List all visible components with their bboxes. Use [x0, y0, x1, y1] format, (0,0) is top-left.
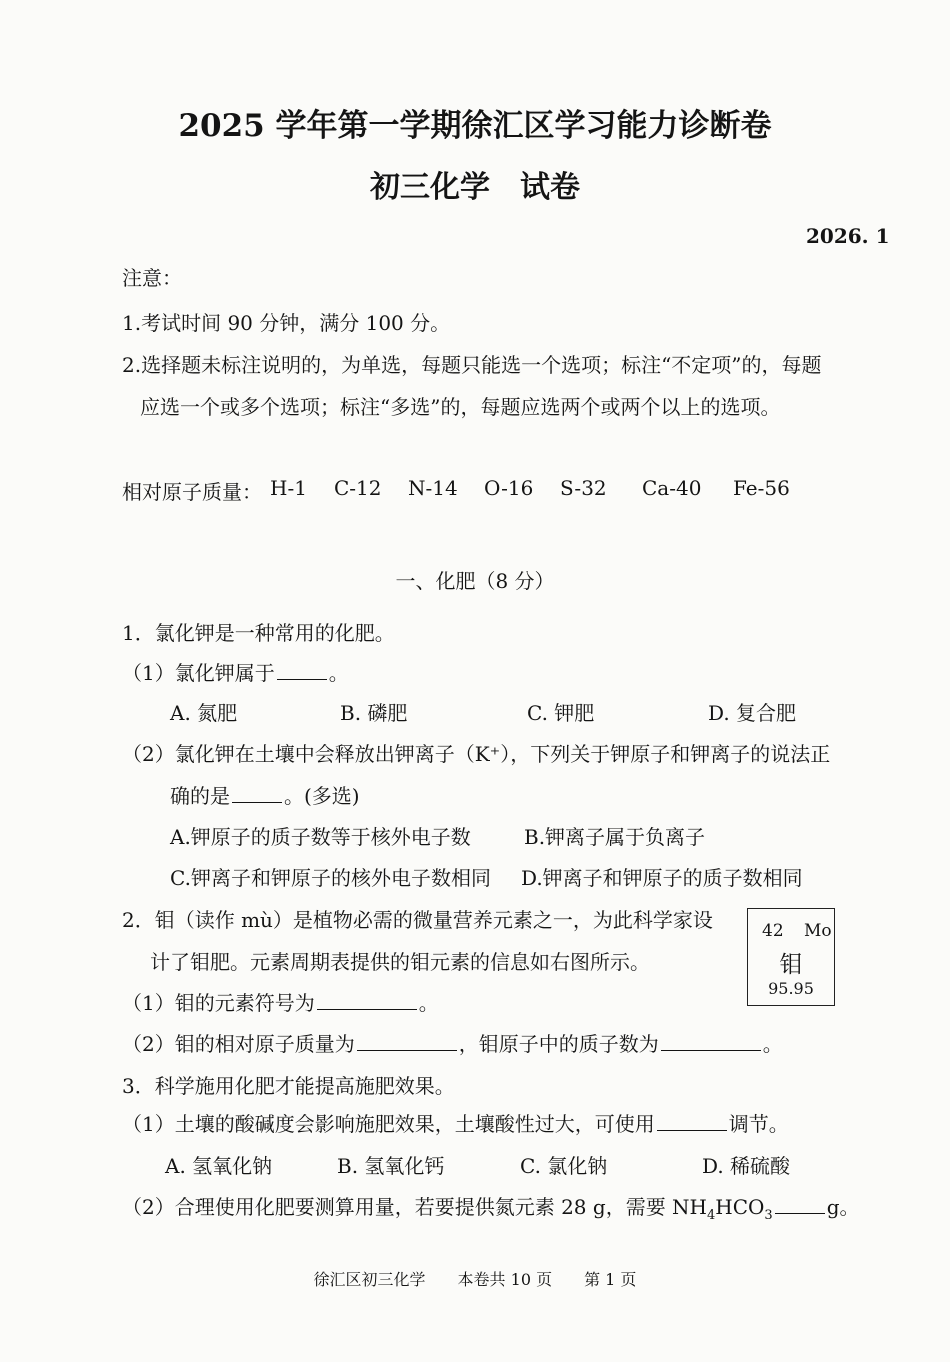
- q1-p1-option-b: B. 磷肥: [340, 701, 408, 725]
- element-atomic-number: 42: [762, 921, 784, 941]
- q3-part2: [122, 1191, 860, 1223]
- note-item-2: 2.选择题未标注说明的，为单选，每题只能选一个选项；标注“不定项”的，每题: [122, 353, 822, 377]
- q1-part1-text: （1）氯化钾属于: [122, 661, 275, 685]
- element-card-molybdenum: [747, 908, 835, 1006]
- q2-part2-text: （2）钼的相对原子质量为: [122, 1032, 355, 1056]
- q3-p1-option-c: C. 氯化钠: [520, 1154, 608, 1178]
- q3-part1: [122, 1108, 789, 1137]
- notes-label: 注意：: [122, 266, 182, 290]
- answer-blank: [317, 990, 417, 1010]
- atomic-mass-s: S-32: [560, 476, 607, 500]
- q3-p1-option-d: D. 稀硫酸: [702, 1154, 791, 1178]
- q1-part1-end: 。: [328, 661, 349, 685]
- q1-p1-option-a: A. 氮肥: [170, 701, 238, 725]
- q1-stem: 1．氯化钾是一种常用的化肥。: [122, 621, 395, 645]
- q1-part2-text: 确的是: [170, 784, 230, 808]
- note-item-2-cont: 应选一个或多个选项；标注“多选”的，每题应选两个或两个以上的选项。: [140, 395, 781, 419]
- atomic-mass-o: O-16: [484, 476, 534, 500]
- formula-hco: HCO: [715, 1195, 765, 1219]
- q3-p1-option-a: A. 氢氧化钠: [165, 1154, 273, 1178]
- q1-part2-line2: [170, 780, 360, 809]
- q1-part2-end: 。(多选): [284, 784, 360, 808]
- q2-part2-mid: ，钼原子中的质子数为: [458, 1032, 659, 1056]
- q1-p2-option-c: C.钾离子和钾原子的核外电子数相同: [170, 866, 491, 890]
- atomic-mass-fe: Fe-56: [733, 476, 790, 500]
- q2-stem-line2: 计了钼肥。元素周期表提供的钼元素的信息如右图所示。: [150, 950, 650, 974]
- q1-p1-option-c: C. 钾肥: [527, 701, 595, 725]
- q3-p1-option-b: B. 氢氧化钙: [337, 1154, 445, 1178]
- formula-sub-4: 4: [707, 1208, 716, 1223]
- q3-part2-text: （2）合理使用化肥要测算用量，若要提供氮元素 28 g，需要 NH: [122, 1195, 707, 1219]
- q2-part1-text: （1）钼的元素符号为: [122, 991, 315, 1015]
- q1-part1: [122, 657, 349, 686]
- exam-date: 2026. 1: [806, 224, 890, 248]
- formula-sub-3: 3: [764, 1208, 773, 1223]
- q1-part2-line1: （2）氯化钾在土壤中会释放出钾离子（K⁺），下列关于钾原子和钾离子的说法正: [122, 742, 831, 766]
- page-footer: 徐汇区初三化学 本卷共 10 页 第 1 页: [313, 1270, 637, 1289]
- answer-blank: [657, 1111, 727, 1131]
- element-mass: 95.95: [768, 979, 814, 998]
- element-name: 钼: [779, 952, 803, 978]
- section-title: 一、化肥（8 分）: [395, 569, 555, 593]
- answer-blank: [775, 1194, 825, 1214]
- q1-p1-option-d: D. 复合肥: [708, 701, 797, 725]
- q3-part2-end: g。: [826, 1195, 860, 1219]
- atomic-mass-n: N-14: [408, 476, 458, 500]
- q3-stem: 3．科学施用化肥才能提高施肥效果。: [122, 1074, 455, 1098]
- q2-part1: [122, 987, 439, 1016]
- q1-p2-option-a: A.钾原子的质子数等于核外电子数: [170, 825, 471, 849]
- q3-part1-text: （1）土壤的酸碱度会影响施肥效果，土壤酸性过大，可使用: [122, 1112, 655, 1136]
- atomic-mass-c: C-12: [334, 476, 382, 500]
- note-item-1: 1.考试时间 90 分钟，满分 100 分。: [122, 311, 451, 335]
- q2-stem-line1: 2．钼（读作 mù）是植物必需的微量营养元素之一，为此科学家设: [122, 908, 713, 932]
- answer-blank: [357, 1031, 457, 1051]
- exam-title: 2025 学年第一学期徐汇区学习能力诊断卷: [178, 108, 772, 144]
- exam-subtitle: 初三化学 试卷: [370, 170, 580, 205]
- q2-part2: [122, 1028, 783, 1057]
- answer-blank: [661, 1031, 761, 1051]
- element-symbol: Mo: [804, 921, 832, 941]
- atomic-mass-h: H-1: [270, 476, 307, 500]
- atomic-mass-ca: Ca-40: [642, 476, 702, 500]
- q2-part1-end: 。: [418, 991, 439, 1015]
- q1-p2-option-d: D.钾离子和钾原子的质子数相同: [521, 866, 803, 890]
- answer-blank: [232, 783, 282, 803]
- atomic-mass-label: 相对原子质量：: [122, 480, 262, 504]
- q3-part1-end: 调节。: [728, 1112, 789, 1136]
- q2-part2-end: 。: [762, 1032, 783, 1056]
- q1-p2-option-b: B.钾离子属于负离子: [524, 825, 706, 849]
- answer-blank: [277, 660, 327, 680]
